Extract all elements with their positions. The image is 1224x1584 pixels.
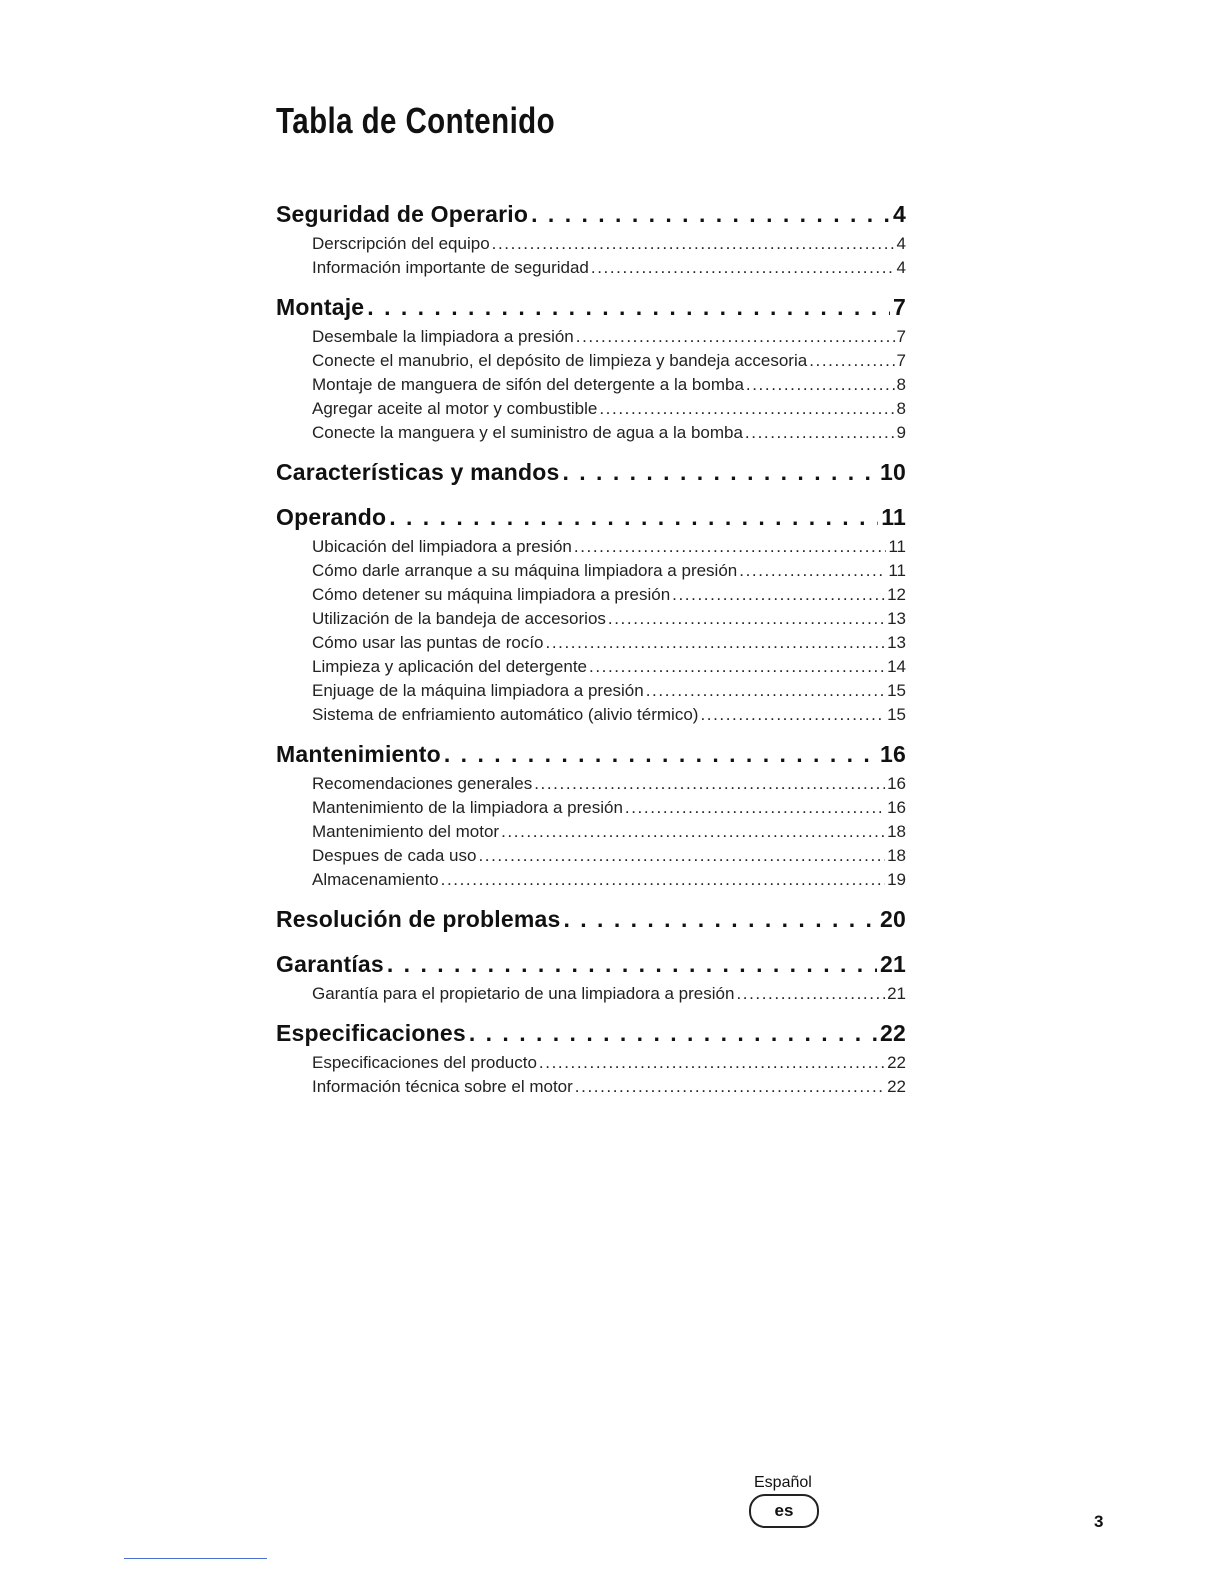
toc-entry[interactable]	[276, 772, 906, 796]
toc-entry-page-number: 13	[887, 609, 906, 628]
dot-leader	[646, 679, 885, 703]
toc-entry-title: Ubicación del limpiadora a presión	[312, 537, 572, 556]
toc-entry-page-number: 11	[888, 537, 906, 556]
dot-leader	[589, 655, 885, 679]
toc-entry-page-number: 7	[896, 327, 906, 346]
dot-leader	[492, 232, 895, 256]
toc-section-heading[interactable]	[276, 901, 906, 937]
toc-entry-title: Sistema de enfriamiento automático (alivio térmico)	[312, 705, 699, 724]
toc-entry-title: Mantenimiento del motor	[312, 822, 500, 841]
page-number: 3	[1094, 1512, 1104, 1531]
toc-section	[276, 196, 906, 280]
dot-leader	[501, 820, 885, 844]
dot-leader	[469, 1015, 877, 1051]
toc-entry[interactable]	[276, 844, 906, 868]
table-of-contents	[276, 196, 906, 1108]
toc-entry-page-number: 16	[887, 798, 906, 817]
toc-entry[interactable]	[276, 1075, 906, 1099]
dot-leader	[389, 499, 878, 535]
toc-entry-title: Información técnica sobre el motor	[312, 1077, 573, 1096]
toc-entry-title: Cómo detener su máquina limpiadora a presión	[312, 585, 671, 604]
language-badge: es	[749, 1494, 819, 1528]
toc-entry-title: Almacenamiento	[312, 870, 439, 889]
toc-entry[interactable]	[276, 703, 906, 727]
toc-section-heading-title: Características y mandos	[276, 459, 560, 485]
toc-entry-page-number: 19	[887, 870, 906, 889]
toc-section-heading[interactable]	[276, 289, 906, 325]
dot-leader	[478, 844, 885, 868]
toc-entry-title: Enjuage de la máquina limpiadora a presión	[312, 681, 644, 700]
toc-section	[276, 946, 906, 1006]
toc-entry-page-number: 11	[888, 561, 906, 580]
toc-section-heading-title: Garantías	[276, 951, 384, 977]
toc-entry[interactable]	[276, 535, 906, 559]
toc-entry-title: Recomendaciones generales	[312, 774, 533, 793]
page-title: Tabla de Contenido	[276, 100, 556, 141]
toc-section-heading-page-number: 22	[880, 1020, 906, 1046]
dot-leader	[534, 772, 885, 796]
toc-section	[276, 736, 906, 892]
dot-leader	[563, 454, 878, 490]
toc-section-heading[interactable]	[276, 454, 906, 490]
toc-entry-page-number: 4	[896, 234, 906, 253]
toc-section-heading-page-number: 10	[880, 459, 906, 485]
dot-leader	[672, 583, 885, 607]
toc-section-heading-page-number: 21	[880, 951, 906, 977]
dot-leader	[444, 736, 877, 772]
toc-entry-page-number: 15	[887, 681, 906, 700]
toc-section-heading[interactable]	[276, 196, 906, 232]
dot-leader	[746, 373, 895, 397]
toc-section-heading-title: Montaje	[276, 294, 365, 320]
dot-leader	[367, 289, 890, 325]
toc-entry-title: Conecte la manguera y el suministro de agua a la bomba	[312, 423, 743, 442]
toc-entry-page-number: 18	[887, 822, 906, 841]
toc-section-heading-page-number: 16	[880, 741, 906, 767]
toc-section-heading-page-number: 20	[880, 906, 906, 932]
dot-leader	[736, 982, 885, 1006]
toc-entry[interactable]	[276, 1051, 906, 1075]
toc-entry[interactable]	[276, 232, 906, 256]
toc-section-heading-page-number: 4	[893, 201, 906, 227]
toc-entry-page-number: 18	[887, 846, 906, 865]
toc-entry[interactable]	[276, 607, 906, 631]
dot-leader	[591, 256, 895, 280]
toc-entry[interactable]	[276, 631, 906, 655]
dot-leader	[809, 349, 894, 373]
toc-entry-title: Despues de cada uso	[312, 846, 477, 865]
toc-entry[interactable]	[276, 256, 906, 280]
toc-section-heading-title: Especificaciones	[276, 1020, 466, 1046]
toc-entry-title: Utilización de la bandeja de accesorios	[312, 609, 606, 628]
toc-entry[interactable]	[276, 397, 906, 421]
toc-entry[interactable]	[276, 559, 906, 583]
toc-section-heading-title: Mantenimiento	[276, 741, 441, 767]
toc-section-heading-title: Operando	[276, 504, 387, 530]
toc-entry[interactable]	[276, 982, 906, 1006]
toc-entry-page-number: 7	[896, 351, 906, 370]
toc-entry-page-number: 15	[887, 705, 906, 724]
toc-entry-title: Derscripción del equipo	[312, 234, 490, 253]
toc-entry-page-number: 14	[887, 657, 906, 676]
toc-entry[interactable]	[276, 796, 906, 820]
toc-entry[interactable]	[276, 868, 906, 892]
toc-section	[276, 901, 906, 937]
language-label: Español	[754, 1474, 812, 1491]
toc-section-heading[interactable]	[276, 736, 906, 772]
toc-entry-page-number: 8	[896, 375, 906, 394]
dot-leader	[599, 397, 894, 421]
toc-entry[interactable]	[276, 349, 906, 373]
toc-entry-page-number: 13	[887, 633, 906, 652]
toc-entry[interactable]	[276, 373, 906, 397]
toc-entry[interactable]	[276, 655, 906, 679]
dot-leader	[575, 1075, 885, 1099]
toc-section	[276, 1015, 906, 1099]
dot-leader	[564, 901, 878, 937]
toc-section-heading-title: Resolución de problemas	[276, 906, 561, 932]
toc-entry-title: Información importante de seguridad	[312, 258, 589, 277]
toc-section-heading[interactable]	[276, 499, 906, 535]
dot-leader	[576, 325, 895, 349]
toc-section-heading-title: Seguridad de Operario	[276, 201, 529, 227]
toc-entry-title: Mantenimiento de la limpiadora a presión	[312, 798, 623, 817]
toc-section-heading-page-number: 11	[881, 504, 906, 530]
toc-entry-page-number: 22	[887, 1077, 906, 1096]
toc-entry-page-number: 22	[887, 1053, 906, 1072]
dot-leader	[625, 796, 885, 820]
toc-entry-page-number: 12	[887, 585, 906, 604]
toc-entry-title: Desembale la limpiadora a presión	[312, 327, 574, 346]
toc-entry-title: Especificaciones del producto	[312, 1053, 537, 1072]
toc-section-heading-page-number: 7	[893, 294, 906, 320]
dot-leader	[745, 421, 895, 445]
toc-section	[276, 289, 906, 445]
toc-entry[interactable]	[276, 421, 906, 445]
toc-entry-title: Cómo darle arranque a su máquina limpiadora a presión	[312, 561, 738, 580]
dot-leader	[574, 535, 886, 559]
toc-entry-title: Agregar aceite al motor y combustible	[312, 399, 598, 418]
toc-entry[interactable]	[276, 820, 906, 844]
toc-section-heading[interactable]	[276, 946, 906, 982]
dot-leader	[387, 946, 877, 982]
dot-leader	[700, 703, 885, 727]
toc-entry-page-number: 16	[887, 774, 906, 793]
toc-section-heading[interactable]	[276, 1015, 906, 1051]
footer-rule	[124, 1558, 267, 1559]
dot-leader	[531, 196, 890, 232]
toc-section	[276, 454, 906, 490]
dot-leader	[608, 607, 885, 631]
toc-entry[interactable]	[276, 325, 906, 349]
toc-section	[276, 499, 906, 727]
toc-entry-page-number: 8	[896, 399, 906, 418]
toc-entry-title: Garantía para el propietario de una limpiadora a presión	[312, 984, 735, 1003]
dot-leader	[739, 559, 886, 583]
toc-entry-title: Montaje de manguera de sifón del detergente a la bomba	[312, 375, 744, 394]
toc-entry-title: Cómo usar las puntas de rocío	[312, 633, 544, 652]
toc-entry-page-number: 4	[896, 258, 906, 277]
toc-entry[interactable]	[276, 679, 906, 703]
dot-leader	[546, 631, 886, 655]
dot-leader	[539, 1051, 885, 1075]
toc-entry-page-number: 9	[896, 423, 906, 442]
toc-entry-page-number: 21	[887, 984, 906, 1003]
toc-entry-title: Conecte el manubrio, el depósito de limpieza y bandeja accesoria	[312, 351, 808, 370]
dot-leader	[441, 868, 885, 892]
toc-entry-title: Limpieza y aplicación del detergente	[312, 657, 588, 676]
toc-entry[interactable]	[276, 583, 906, 607]
